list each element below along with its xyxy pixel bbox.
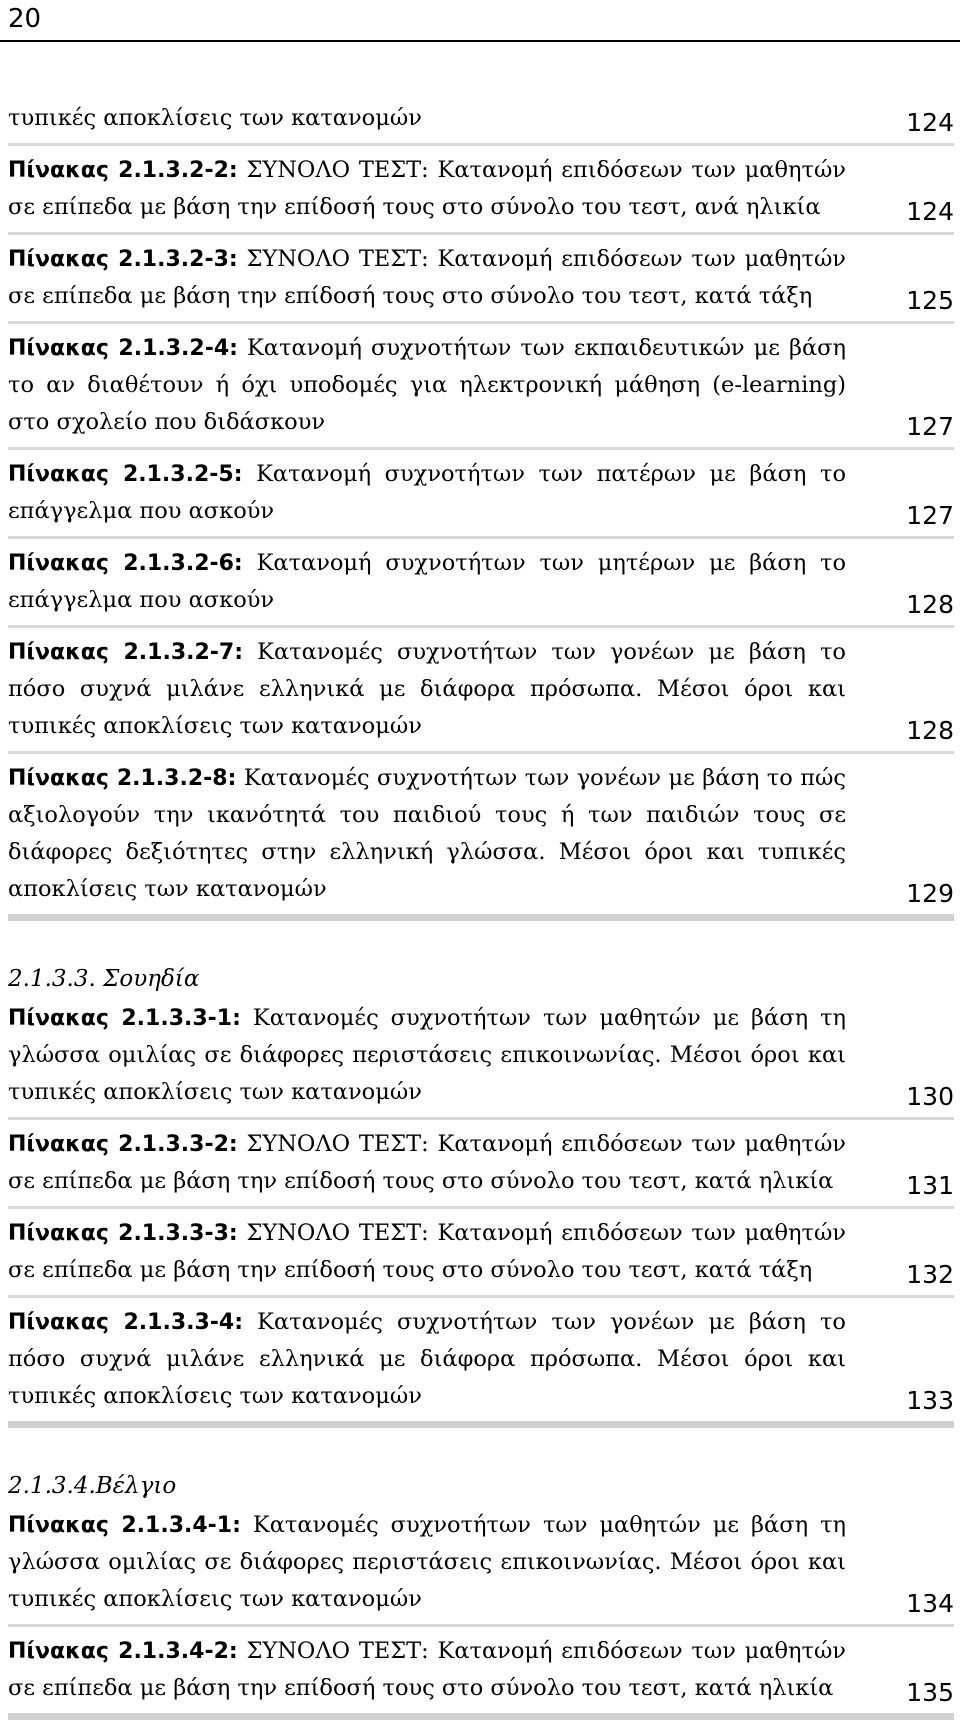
table-title: Κατανομή συχνοτήτων των εκπαιδευτικών με βάση το αν διαθέτουν ή όχι υποδομές για ηλεκτρονική μάθηση (e-learning) στο σχολείο που διδάσκουν <box>8 335 846 435</box>
table-label: Πίνακας 2.1.3.2-2: <box>8 158 238 183</box>
page-ref: 129 <box>906 879 954 908</box>
page-ref: 128 <box>906 716 954 745</box>
page-ref: 124 <box>906 197 954 226</box>
toc-entry <box>8 760 954 921</box>
page-ref: 124 <box>906 108 954 137</box>
table-title: ΣΥΝΟΛΟ ΤΕΣΤ: Κατανομή επιδόσεων των μαθητών σε επίπεδα με βάση την επίδοσή τους στο σύνολο του τεστ, κατά ηλικία <box>8 1638 846 1701</box>
toc-entry <box>8 456 954 539</box>
page-ref: 130 <box>906 1082 954 1111</box>
table-label: Πίνακας 2.1.3.3-2: <box>8 1132 238 1157</box>
table-label: Πίνακας 2.1.3.2-5: <box>8 462 243 487</box>
table-label: Πίνακας 2.1.3.2-4: <box>8 336 238 361</box>
toc-entry <box>8 634 954 754</box>
table-label: Πίνακας 2.1.3.2-3: <box>8 247 238 272</box>
table-label: Πίνακας 2.1.3.4-2: <box>8 1639 238 1664</box>
toc-entry-text <box>8 634 846 745</box>
toc-entry-text <box>8 1000 846 1111</box>
table-label: Πίνακας 2.1.3.3-4: <box>8 1310 244 1335</box>
toc-entry <box>8 100 954 146</box>
table-title: ΣΥΝΟΛΟ ΤΕΣΤ: Κατανομή επιδόσεων των μαθητών σε επίπεδα με βάση την επίδοσή τους στο σύνολο του τεστ, κατά τάξη <box>8 246 846 309</box>
toc-entry-text <box>8 760 846 908</box>
table-title: Κατανομές συχνοτήτων των γονέων με βάση το πόσο συχνά μιλάνε ελληνικά με διάφορα πρόσωπα. Μέσοι όροι και τυπικές αποκλίσεις των κατανομών <box>8 639 846 739</box>
table-title: ΣΥΝΟΛΟ ΤΕΣΤ: Κατανομή επιδόσεων των μαθητών σε επίπεδα με βάση την επίδοσή τους στο σύνολο του τεστ, κατά τάξη <box>8 1220 846 1283</box>
page-ref: 128 <box>906 590 954 619</box>
table-title: Κατανομές συχνοτήτων των μαθητών με βάση τη γλώσσα ομιλίας σε διάφορες περιστάσεις επικοινωνίας. Μέσοι όροι και τυπικές αποκλίσεις των κατανομών <box>8 1005 846 1105</box>
page-number: 20 <box>8 4 42 34</box>
toc-entry <box>8 1633 954 1720</box>
toc-entry <box>8 1215 954 1298</box>
page-ref: 134 <box>906 1589 954 1618</box>
toc-entry-text <box>8 1215 846 1289</box>
table-label: Πίνακας 2.1.3.2-7: <box>8 640 244 665</box>
page-ref: 127 <box>906 501 954 530</box>
table-title: τυπικές αποκλίσεις των κατανομών <box>8 105 422 131</box>
toc-entry-text <box>8 1507 846 1618</box>
table-label: Πίνακας 2.1.3.3-1: <box>8 1006 241 1031</box>
toc-entry-text <box>8 330 846 441</box>
page-ref: 131 <box>906 1171 954 1200</box>
toc-entry <box>8 152 954 235</box>
table-of-contents <box>8 100 954 1726</box>
table-label: Πίνακας 2.1.3.2-8: <box>8 766 237 791</box>
toc-entry <box>8 1507 954 1627</box>
table-title: Κατανομές συχνοτήτων των γονέων με βάση το πώς αξιολογούν την ικανότητά του παιδιού τους ή των παιδιών τους σε διάφορες δεξιότητες στην ελληνική γλώσσα. Μέσοι όροι και τυπικές αποκλίσεις των κατανομών <box>8 765 846 902</box>
table-label: Πίνακας 2.1.3.4-1: <box>8 1513 241 1538</box>
toc-entry <box>8 545 954 628</box>
toc-entry <box>8 1304 954 1428</box>
section-heading: 2.1.3.3. Σουηδία <box>8 966 200 992</box>
page-ref: 132 <box>906 1260 954 1289</box>
page-ref: 135 <box>906 1678 954 1707</box>
toc-entry-text <box>8 241 846 315</box>
toc-entry-text <box>8 1126 846 1200</box>
table-title: Κατανομή συχνοτήτων των πατέρων με βάση το επάγγελμα που ασκούν <box>8 461 846 524</box>
toc-entry-text <box>8 545 846 619</box>
page-ref: 133 <box>906 1386 954 1415</box>
table-label: Πίνακας 2.1.3.2-6: <box>8 551 243 576</box>
toc-entry-text <box>8 456 846 530</box>
table-title: Κατανομή συχνοτήτων των μητέρων με βάση το επάγγελμα που ασκούν <box>8 550 846 613</box>
page-ref: 125 <box>906 286 954 315</box>
table-title: Κατανομές συχνοτήτων των μαθητών με βάση τη γλώσσα ομιλίας σε διάφορες περιστάσεις επικοινωνίας. Μέσοι όροι και τυπικές αποκλίσεις των κατανομών <box>8 1512 846 1612</box>
toc-entry <box>8 330 954 450</box>
toc-entry-text <box>8 1633 846 1707</box>
toc-entry-text <box>8 100 846 137</box>
table-title: ΣΥΝΟΛΟ ΤΕΣΤ: Κατανομή επιδόσεων των μαθητών σε επίπεδα με βάση την επίδοσή τους στο σύνολο του τεστ, κατά ηλικία <box>8 1131 846 1194</box>
page-ref: 127 <box>906 412 954 441</box>
toc-entry <box>8 241 954 324</box>
toc-entry <box>8 1000 954 1120</box>
table-title: ΣΥΝΟΛΟ ΤΕΣΤ: Κατανομή επιδόσεων των μαθητών σε επίπεδα με βάση την επίδοσή τους στο σύνολο του τεστ, ανά ηλικία <box>8 157 846 220</box>
toc-entry <box>8 1126 954 1209</box>
section-heading: 2.1.3.4.Βέλγιο <box>8 1473 177 1499</box>
toc-entry-text <box>8 152 846 226</box>
table-title: Κατανομές συχνοτήτων των γονέων με βάση το πόσο συχνά μιλάνε ελληνικά με διάφορα πρόσωπα. Μέσοι όροι και τυπικές αποκλίσεις των κατανομών <box>8 1309 846 1409</box>
table-label: Πίνακας 2.1.3.3-3: <box>8 1221 238 1246</box>
toc-entry-text <box>8 1304 846 1415</box>
page-header <box>0 0 960 42</box>
